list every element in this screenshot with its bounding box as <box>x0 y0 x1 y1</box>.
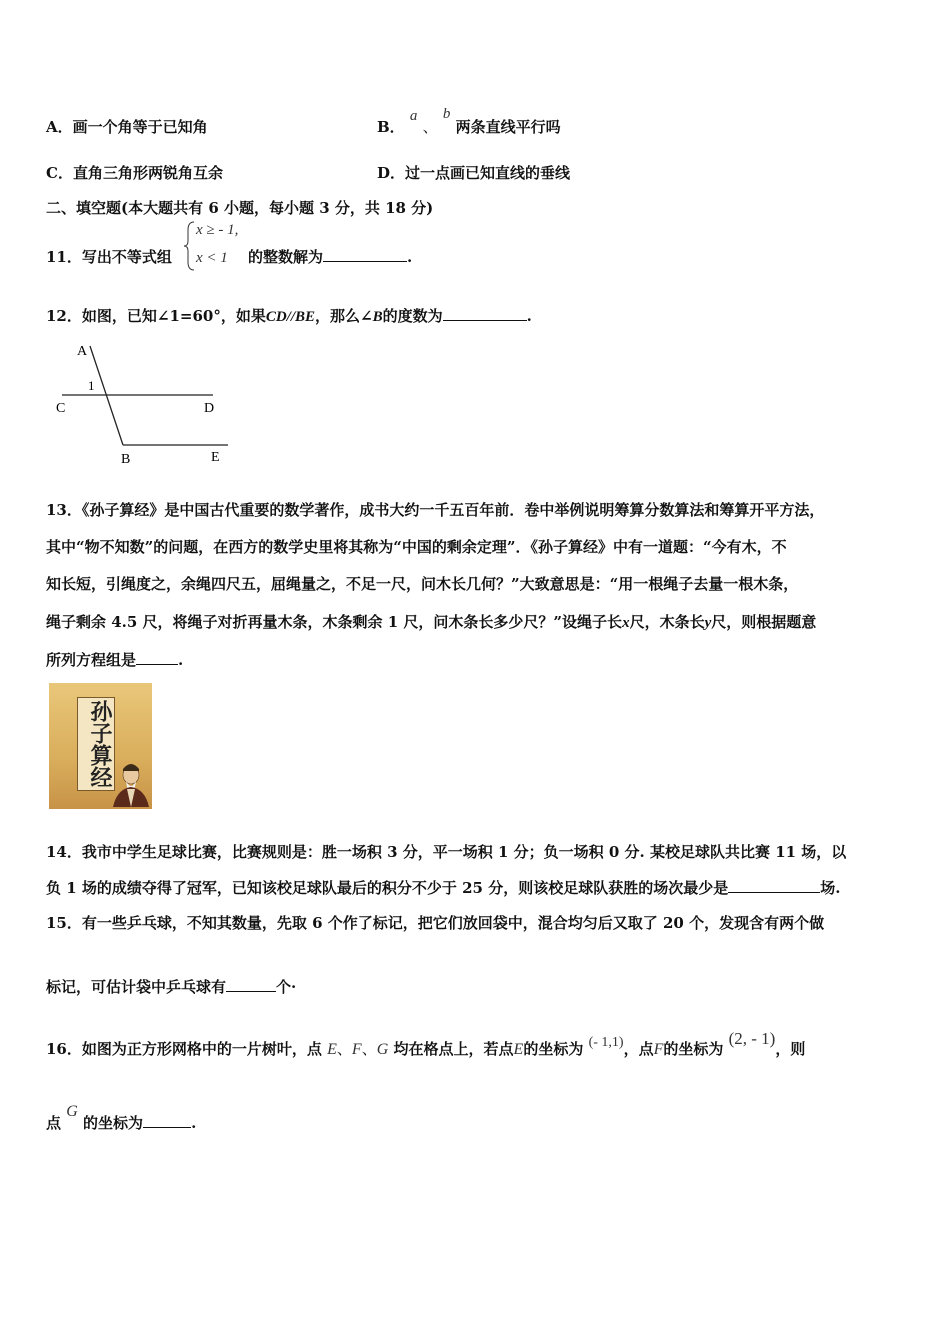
q16-text-b: 均在格点上，若点 <box>393 1040 514 1058</box>
q16-text-a: 16．如图为正方形网格中的一片树叶，点 <box>46 1040 322 1058</box>
q11-answer <box>248 246 412 267</box>
q11-inequality-1: x ≥ - 1, <box>196 222 239 238</box>
q15-end: 个· <box>276 978 297 996</box>
point-e-ref: E <box>513 1041 524 1058</box>
var-a: a <box>409 108 418 124</box>
q11 <box>46 246 172 267</box>
q16-end: . <box>191 1114 197 1132</box>
q12-end: . <box>526 307 532 325</box>
q12-text-c: 的度数为 <box>382 307 443 325</box>
q12 <box>46 305 532 326</box>
q11-inequality-2: x < 1 <box>196 250 228 266</box>
book-cover-image <box>49 683 152 809</box>
q14-end: 场. <box>820 879 841 897</box>
q12-cdbe: CD//BE <box>265 309 316 325</box>
point-f: F <box>351 1041 362 1058</box>
point-g: G <box>376 1041 389 1058</box>
answer-blank <box>728 878 820 893</box>
q11-prefix: 11．写出不等式组 <box>46 248 172 266</box>
q13-line4-c: 尺，则根据题意 <box>711 613 817 631</box>
q14-line2-text: 负 1 场的成绩夺得了冠军，已知该校足球队最后的积分不少于 25 分，则该校足球队获胜的场次最少是 <box>46 879 729 897</box>
q15-line1: 15．有一些乒乓球，不知其数量，先取 6 个作了标记，把它们放回袋中，混合均匀后又取了 20 个，发现含有两个做 <box>46 914 825 932</box>
answer-blank <box>143 1113 191 1128</box>
label-d: D <box>204 401 215 416</box>
q13-line4 <box>46 611 816 632</box>
answer-blank <box>136 650 178 665</box>
q16-text-e: 的坐标为 <box>663 1040 724 1058</box>
label-a: A <box>77 344 88 359</box>
var-x: x <box>622 615 630 631</box>
q16-line2-a: 点 <box>46 1114 62 1132</box>
q13-end: . <box>178 651 184 669</box>
sage-figure-icon <box>111 761 151 807</box>
q12-text-a: 12．如图，已知∠1=60°，如果 <box>46 307 266 325</box>
q14-line2 <box>46 877 840 898</box>
point-e: E <box>327 1041 337 1058</box>
q13-line1: 13．《孙子算经》是中国古代重要的数学著作，成书大约一千五百年前．卷中举例说明筹算分数算法和筹算开平方法， <box>46 501 825 519</box>
label-e: E <box>211 450 220 465</box>
q13-line5-text: 所列方程组是 <box>46 651 137 669</box>
label-1: 1 <box>88 378 95 393</box>
option-d: D．过一点画已知直线的垂线 <box>377 164 571 182</box>
option-c: C．直角三角形两锐角互余 <box>46 164 223 182</box>
option-b-suffix: 两条直线平行吗 <box>455 118 561 136</box>
q16-line2 <box>46 1103 197 1133</box>
separator: 、 <box>422 118 438 136</box>
q15-line2-text: 标记，可估计袋中乒乓球有 <box>46 978 227 996</box>
q13-line5 <box>46 649 183 670</box>
q16-text-d: ，点 <box>623 1040 654 1058</box>
book-title-strip <box>77 697 115 791</box>
section-heading: 二、填空题(本大题共有 6 小题，每小题 3 分，共 18 分) <box>46 199 434 217</box>
e-coordinate: (- 1,1) <box>588 1035 624 1050</box>
book-title: 孙子算经 <box>87 700 113 788</box>
sep-1: 、 <box>336 1040 352 1058</box>
answer-blank <box>323 247 407 262</box>
var-b: b <box>442 106 451 122</box>
answer-blank <box>226 977 276 992</box>
option-a: A．画一个角等于已知角 <box>46 118 208 136</box>
q16-text-c: 的坐标为 <box>523 1040 584 1058</box>
q13-line3: 知长短，引绳度之，余绳四尺五，屈绳量之，不足一尺，问木长几何？”大致意思是：“用一根绳子去量一根木条， <box>46 575 799 593</box>
point-g-ref: G <box>66 1103 78 1120</box>
label-c: C <box>56 401 66 416</box>
q11-brace <box>183 220 197 272</box>
answer-blank <box>443 306 527 321</box>
q16-line2-b: 的坐标为 <box>83 1114 144 1132</box>
q11-end: . <box>407 248 413 266</box>
q13-line4-b: 尺，木条长 <box>629 613 705 631</box>
label-b: B <box>121 452 131 467</box>
q11-suffix: 的整数解为 <box>248 248 324 266</box>
sep-2: 、 <box>361 1040 377 1058</box>
q15-line2 <box>46 976 296 997</box>
f-coordinate: (2, - 1) <box>728 1029 776 1048</box>
option-b <box>377 106 561 137</box>
var-y: y <box>704 615 712 631</box>
q16-text-f: ，则 <box>775 1040 806 1058</box>
option-b-prefix: B． <box>377 118 405 136</box>
q16-line1 <box>46 1029 806 1059</box>
q13-line4-a: 绳子剩余 4.5 尺，将绳子对折再量木条，木条剩余 1 尺，问木条长多少尺？”设绳子长 <box>46 613 623 631</box>
q12-figure <box>50 340 240 470</box>
q12-angle-b: B <box>372 309 383 325</box>
point-f-ref: F <box>653 1041 664 1058</box>
q14-line1: 14．我市中学生足球比赛，比赛规则是：胜一场积 3 分，平一场积 1 分；负一场积 0 分. 某校足球队共比赛 11 场，以 <box>46 843 847 861</box>
q13-line2: 其中“物不知数”的问题，在西方的数学史里将其称为“中国的剩余定理”．《孙子算经》中有一道题：“今有木，不 <box>46 538 787 556</box>
q12-text-b: ，那么∠ <box>315 307 373 325</box>
